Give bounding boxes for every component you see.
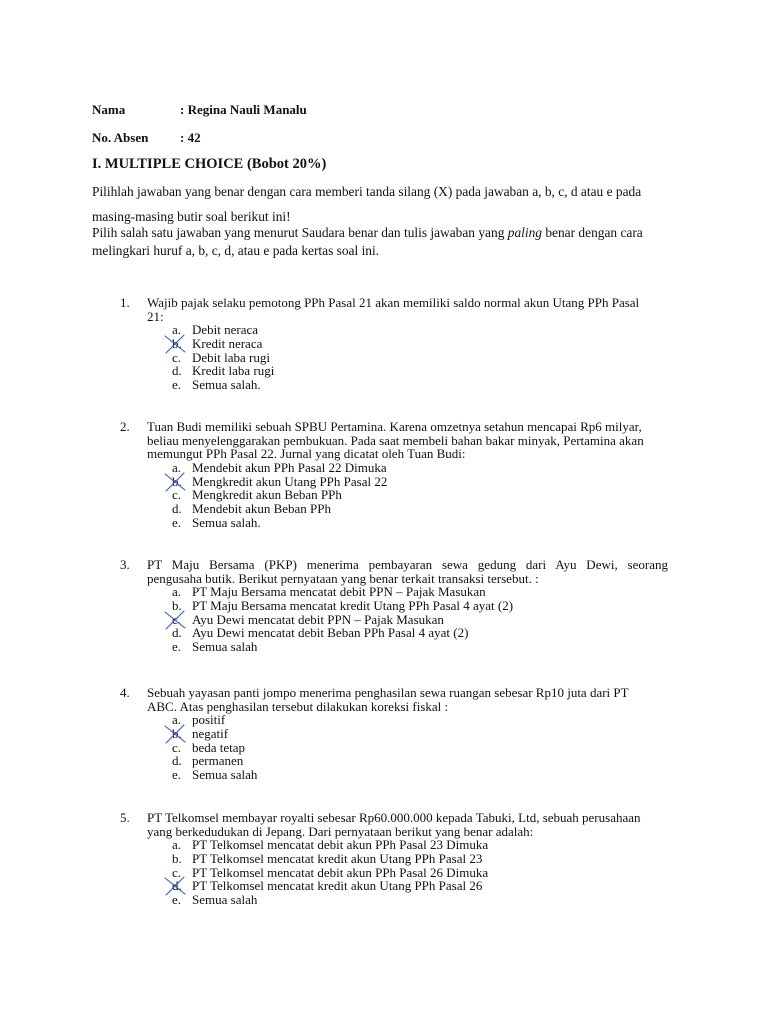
option-text: PT Telkomsel mencatat kredit akun Utang PPh Pasal 26 bbox=[192, 878, 483, 894]
option-c[interactable] bbox=[172, 613, 668, 627]
option-text: Kredit laba rugi bbox=[192, 363, 275, 379]
option-text: Semua salah bbox=[192, 892, 258, 908]
option-e[interactable] bbox=[172, 893, 668, 907]
option-d[interactable] bbox=[172, 502, 668, 516]
option-text: PT Maju Bersama mencatat kredit Utang PPh Pasal 4 ayat (2) bbox=[192, 598, 514, 614]
options-list bbox=[172, 323, 668, 391]
option-text: positif bbox=[192, 712, 226, 728]
option-text: Mengkredit akun Utang PPh Pasal 22 bbox=[192, 473, 388, 489]
question-stem-text: Sebuah yayasan panti jompo menerima penghasilan sewa ruangan sebesar Rp10 juta dari PT bbox=[147, 685, 629, 700]
option-text: PT Telkomsel mencatat debit akun PPh Pasal 23 Dimuka bbox=[192, 837, 489, 853]
option-e[interactable] bbox=[172, 640, 668, 654]
option-letter: c. bbox=[172, 864, 182, 880]
question-stem bbox=[147, 558, 668, 585]
option-text: Semua salah. bbox=[192, 377, 261, 393]
option-letter: d. bbox=[172, 625, 182, 641]
instruction-line-3a: Pilih salah satu jawaban yang menurut Saudara benar dan tulis jawaban yang bbox=[92, 225, 505, 240]
option-text: Ayu Dewi mencatat debit PPN – Pajak Masukan bbox=[192, 611, 444, 627]
option-a[interactable] bbox=[172, 585, 668, 599]
options-list bbox=[172, 838, 668, 906]
option-text: PT Maju Bersama mencatat debit PPN – Pajak Masukan bbox=[192, 584, 486, 600]
option-d[interactable] bbox=[172, 754, 668, 768]
question-stem-text: PT Telkomsel membayar royalti sebesar Rp60.000.000 kepada Tabuki, Ltd, sebuah perusahaan bbox=[147, 810, 641, 825]
option-letter: e. bbox=[172, 377, 182, 393]
option-b[interactable] bbox=[172, 727, 668, 741]
option-text: Debit laba rugi bbox=[192, 349, 270, 365]
section-title: I. MULTIPLE CHOICE (Bobot 20%) bbox=[92, 156, 327, 172]
option-c[interactable] bbox=[172, 351, 668, 365]
question-number: 3. bbox=[120, 557, 130, 572]
option-a[interactable] bbox=[172, 461, 668, 475]
question-stem-text: Wajib pajak selaku pemotong PPh Pasal 21 akan memiliki saldo normal akun Utang PPh Pasal bbox=[147, 295, 640, 310]
question-stem bbox=[147, 420, 668, 461]
option-a[interactable] bbox=[172, 323, 668, 337]
question-3 bbox=[120, 558, 668, 654]
question-stem bbox=[147, 811, 668, 838]
question-number: 1. bbox=[120, 295, 130, 310]
option-b[interactable] bbox=[172, 852, 668, 866]
option-letter: a. bbox=[172, 460, 182, 476]
option-letter: b. bbox=[172, 726, 182, 742]
option-letter: c. bbox=[172, 487, 182, 503]
option-a[interactable] bbox=[172, 838, 668, 852]
name-value: : Regina Nauli Manalu bbox=[180, 102, 307, 117]
absen-value: : 42 bbox=[180, 130, 201, 145]
question-stem-last: pengusaha butik. Berikut pernyataan yang benar terkait transaksi tersebut. : bbox=[147, 570, 539, 586]
option-text: Ayu Dewi mencatat debit Beban PPh Pasal 4 ayat (2) bbox=[192, 625, 469, 641]
option-text: PT Telkomsel mencatat kredit akun Utang PPh Pasal 23 bbox=[192, 851, 483, 867]
option-letter: e. bbox=[172, 767, 182, 783]
option-d[interactable] bbox=[172, 626, 668, 640]
options-list bbox=[172, 713, 668, 781]
question-number: 4. bbox=[120, 685, 130, 700]
question-stem bbox=[147, 296, 668, 323]
question-2 bbox=[120, 420, 668, 530]
option-letter: b. bbox=[172, 598, 182, 614]
option-d[interactable] bbox=[172, 879, 668, 893]
option-e[interactable] bbox=[172, 768, 668, 782]
instruction-emphasis: paling bbox=[507, 225, 542, 240]
question-number: 5. bbox=[120, 810, 130, 825]
option-text: Debit neraca bbox=[192, 322, 259, 338]
option-letter: e. bbox=[172, 892, 182, 908]
option-letter: d. bbox=[172, 878, 182, 894]
option-letter: d. bbox=[172, 363, 182, 379]
instruction-line-4: melingkari huruf a, b, c, d, atau e pada kertas soal ini. bbox=[92, 243, 380, 258]
option-text: Mendebit akun PPh Pasal 22 Dimuka bbox=[192, 460, 387, 476]
option-letter: b. bbox=[172, 473, 182, 489]
option-letter: e. bbox=[172, 639, 182, 655]
option-text: Semua salah bbox=[192, 639, 258, 655]
question-stem-last: ABC. Atas penghasilan tersebut dilakukan koreksi fiskal : bbox=[147, 698, 449, 714]
absen-label: No. Absen bbox=[92, 130, 149, 145]
option-text: Semua salah. bbox=[192, 514, 261, 530]
question-stem-last: memungut PPh Pasal 22. Jurnal yang dicatat oleh Tuan Budi: bbox=[147, 446, 466, 462]
options-list bbox=[172, 461, 668, 529]
option-b[interactable] bbox=[172, 475, 668, 489]
option-text: Semua salah bbox=[192, 767, 258, 783]
question-4 bbox=[120, 686, 668, 782]
question-1 bbox=[120, 296, 668, 392]
name-label: Nama bbox=[92, 102, 126, 117]
option-letter: d. bbox=[172, 501, 182, 517]
question-stem-last: 21: bbox=[147, 308, 164, 324]
instruction-paragraph-2 bbox=[92, 224, 678, 260]
option-text: Mengkredit akun Beban PPh bbox=[192, 487, 342, 503]
option-a[interactable] bbox=[172, 713, 668, 727]
option-letter: b. bbox=[172, 851, 182, 867]
option-text: Kredit neraca bbox=[192, 336, 263, 352]
option-letter: a. bbox=[172, 712, 182, 728]
option-text: permanen bbox=[192, 753, 244, 769]
instruction-line-2: masing-masing butir soal berikut ini! bbox=[92, 209, 291, 224]
option-letter: c. bbox=[172, 739, 182, 755]
option-text: negatif bbox=[192, 726, 229, 742]
option-letter: a. bbox=[172, 322, 182, 338]
option-letter: d. bbox=[172, 753, 182, 769]
question-stem-text: Tuan Budi memiliki sebuah SPBU Pertamina. Karena omzetnya setahun mencapai Rp6 milyar, beliau menyelenggarakan pembukuan. Pada saat membeli bahan bakar minyak, Pertamina akan bbox=[147, 419, 644, 448]
instruction-line-1: Pilihlah jawaban yang benar dengan cara memberi tanda silang (X) pada jawaban a, b, c, d atau e pada bbox=[92, 184, 642, 199]
question-number: 2. bbox=[120, 419, 130, 434]
name-row bbox=[92, 102, 307, 118]
option-c[interactable] bbox=[172, 866, 668, 880]
option-e[interactable] bbox=[172, 378, 668, 392]
option-d[interactable] bbox=[172, 364, 668, 378]
option-b[interactable] bbox=[172, 599, 668, 613]
option-text: beda tetap bbox=[192, 739, 246, 755]
question-stem bbox=[147, 686, 668, 713]
option-letter: c. bbox=[172, 611, 182, 627]
option-letter: c. bbox=[172, 349, 182, 365]
question-stem-last: yang berkedudukan di Jepang. Dari pernyataan berikut yang benar adalah: bbox=[147, 823, 534, 839]
option-letter: a. bbox=[172, 584, 182, 600]
option-letter: a. bbox=[172, 837, 182, 853]
question-5 bbox=[120, 811, 668, 907]
option-e[interactable] bbox=[172, 516, 668, 530]
options-list bbox=[172, 585, 668, 653]
question-stem-text: PT Maju Bersama (PKP) menerima pembayaran sewa gedung dari Ayu Dewi, seorang bbox=[147, 557, 668, 572]
option-letter: e. bbox=[172, 514, 182, 530]
option-b[interactable] bbox=[172, 337, 668, 351]
option-c[interactable] bbox=[172, 488, 668, 502]
option-text: PT Telkomsel mencatat debit akun PPh Pasal 26 Dimuka bbox=[192, 864, 489, 880]
instruction-line-3b: benar dengan cara bbox=[545, 225, 643, 240]
option-c[interactable] bbox=[172, 741, 668, 755]
option-letter: b. bbox=[172, 336, 182, 352]
absen-row bbox=[92, 130, 201, 146]
option-text: Mendebit akun Beban PPh bbox=[192, 501, 332, 517]
